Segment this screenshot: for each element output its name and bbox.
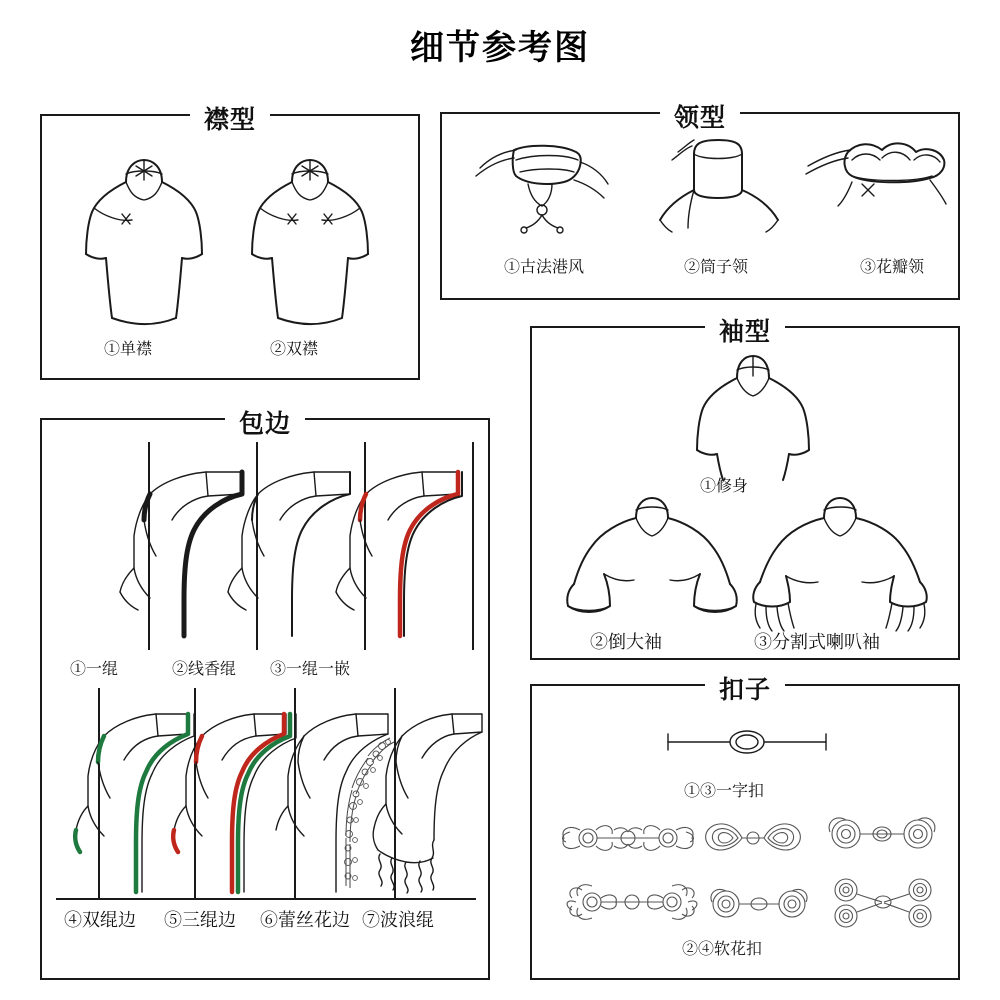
caption-collar-1: ①古法港风 <box>504 259 585 276</box>
divider-r1-v4 <box>472 442 474 650</box>
figure-piping-yigunyiqian <box>318 450 468 640</box>
panel-sleeve-title: 袖型 <box>705 312 785 348</box>
panel-lapel-title: 襟型 <box>190 100 270 136</box>
figure-sleeve-flare <box>744 488 934 638</box>
panel-buttons <box>530 676 960 980</box>
figure-button-flower-5 <box>704 876 814 932</box>
figure-button-straight <box>652 722 842 762</box>
caption-lapel-1: ①单襟 <box>104 341 153 358</box>
caption-button-1: ①③一字扣 <box>684 783 765 800</box>
caption-piping-3: ③一绲一嵌 <box>270 661 351 678</box>
figure-button-flower-6 <box>824 872 944 934</box>
caption-sleeve-3: ③分割式喇叭袖 <box>754 632 880 652</box>
figure-collar-tube <box>638 128 798 246</box>
figure-button-flower-4 <box>562 872 702 934</box>
caption-sleeve-2: ②倒大袖 <box>590 632 662 652</box>
figure-button-flower-2 <box>698 810 808 866</box>
figure-button-flower-1 <box>558 808 698 868</box>
caption-piping-7: ⑦波浪绲 <box>362 910 434 930</box>
caption-piping-2: ②线香绲 <box>172 661 237 678</box>
panel-collar <box>440 104 960 300</box>
caption-collar-3: ③花瓣领 <box>860 259 925 276</box>
panel-collar-title: 领型 <box>660 98 740 134</box>
panel-lapel <box>40 106 420 380</box>
panel-piping <box>40 410 490 980</box>
figure-collar-petal <box>798 134 958 244</box>
caption-collar-2: ②筒子领 <box>684 259 749 276</box>
figure-button-flower-3 <box>822 804 942 866</box>
caption-piping-5: ⑤三绲边 <box>164 910 236 930</box>
panel-sleeve <box>530 318 960 660</box>
caption-piping-4: ④双绲边 <box>64 910 136 930</box>
divider-r2-h <box>56 898 476 900</box>
figure-double-lapel <box>230 136 390 326</box>
caption-lapel-2: ②双襟 <box>270 341 319 358</box>
panel-piping-title: 包边 <box>225 404 305 440</box>
page-title: 细节参考图 <box>410 29 590 67</box>
caption-piping-1: ①一绲 <box>70 661 119 678</box>
caption-button-2: ②④软花扣 <box>682 941 763 958</box>
figure-sleeve-slim <box>677 344 827 484</box>
panel-buttons-title: 扣子 <box>705 670 785 706</box>
figure-sleeve-daoda <box>562 488 742 628</box>
figure-piping-wave <box>372 696 492 896</box>
caption-piping-6: ⑥蕾丝花边 <box>260 910 350 930</box>
figure-single-lapel <box>64 136 224 326</box>
figure-collar-gufa <box>468 132 618 242</box>
caption-sleeve-1: ①修身 <box>700 478 749 495</box>
